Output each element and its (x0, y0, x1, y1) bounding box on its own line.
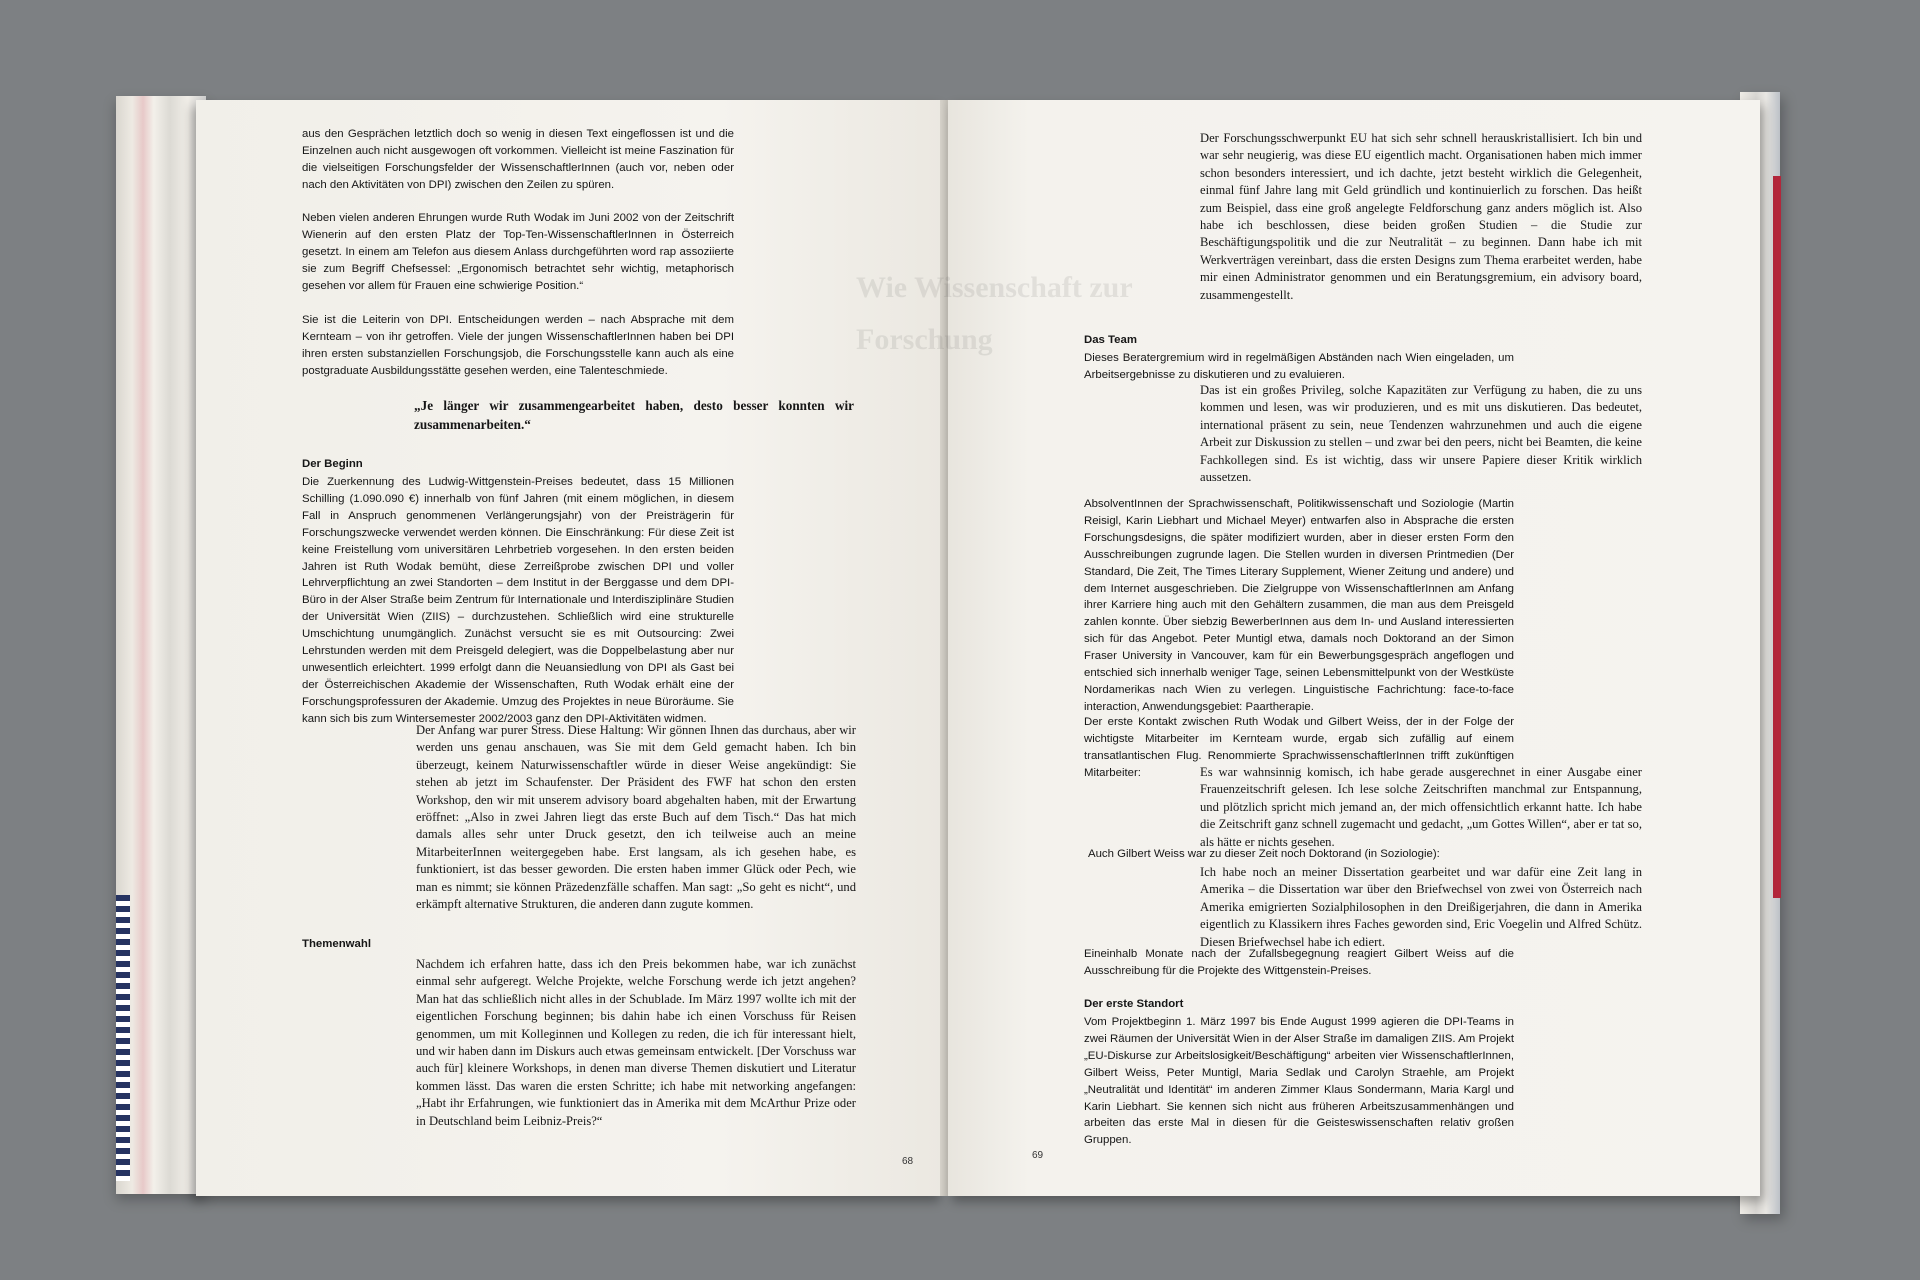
paragraph-absolventinnen: AbsolventInnen der Sprachwissenschaft, Politikwissenschaft und Soziologie (Martin Reisigl, Karin Liebhart und Michael Meyer) entwarfen also in Absprache die ersten Forschungsdesigns, die später modifiziert wurden, aber in dieser ersten Form den Ausschreibungen zugrunde lagen. Die Stellen wurden in diversen Printmedien (Der Standard, Die Zeit, The Times Literary Supplement, Wiener Zeitung und andere) und dem Internet ausgeschrieben. Die Zielgruppe von WissenschaftlerInnen am Anfang ihrer Karriere hing auch mit den Gehältern zusammen, die man aus dem Preisgeld zahlen konnte. Über siebzig BewerberInnen aus dem In- und Ausland interessierten sich für das Angebot. Peter Muntigl etwa, damals noch Doktorand an der Simon Fraser University in Vancouver, kam für ein Bewerbungsgespräch angeflogen und entschied sich innerhalb weniger Tage, seinen Lebensmittelpunkt von der Westküste Nordamerikas nach Wien zu verlegen. Linguistische Fachrichtung: face-to-face interaction, Anwendungsgebiet: Paartherapie. (1084, 498, 1514, 713)
paragraph-leiterin: Sie ist die Leiterin von DPI. Entscheidungen werden – nach Absprache mit dem Kernteam – von ihr getroffen. Viele der jungen WissenschaftlerInnen haben bei DPI ihren ersten substanziellen Forschungsjob, die Forschungsstelle kann auch als eine postgraduate Ausbildungsstätte gesehen werden, eine Talenteschmiede. (302, 314, 734, 377)
paragraph-erster-kontakt: Der erste Kontakt zwischen Ruth Wodak und Gilbert Weiss, der in der Folge der wichtigste Mitarbeiter im Kernteam wurde, ergab sich zufällig auf einem transatlantischen Flug. Renommierte SprachwissenschaftlerInnen trifft zukünftigen Mitarbeiter: (1084, 716, 1514, 779)
paragraph-intro: aus den Gesprächen letztlich doch so wenig in diesen Text eingeflossen ist und die Einzelnen auch nicht ausgewogen oft vorkommen. Vielleicht ist meine Faszination für die vielseitigen Forschungsfelder der WissenschaftlerInnen (auch vor, neben oder nach den Aktivitäten von DPI) zwischen den Zeilen zu spüren. (302, 128, 734, 191)
paragraph-gilbert-weiss: Auch Gilbert Weiss war zu dieser Zeit noch Doktorand (in Soziologie): (1088, 848, 1440, 860)
striped-page-edge (116, 895, 130, 1181)
heading-der-erste-standort: Der erste Standort (1084, 998, 1184, 1010)
page-number-right: 69 (1032, 1150, 1044, 1161)
heading-themenwahl: Themenwahl (302, 938, 371, 950)
quote-preis: Nachdem ich erfahren hatte, dass ich den Preis bekommen habe, war ich zunächst einmal sehr aufgeregt. Welche Projekte, welche Forschung werde ich jetzt angehen? Man hat das schließlich nicht alles in der Schublade. Im März 1997 wollte ich mit der eigentlichen Forschung beginnen; bis dahin habe ich einen Vorschuss für Reisen genommen, um mit Kolleginnen und Kollegen zu reden, die ich für interessant hielt, und wir haben dann im Diskurs auch etwas gemeinsam entwickelt. [Der Vorschuss war auch für] kleinere Workshops, in denen man diverse Themen diskutiert und Literatur kommen lässt. Das waren die ersten Schritte; ich habe mit networking angefangen: „Habt ihr Erfahrungen, wie funktioniert das in Amerika mit dem McArthur Prize oder in Deutschland beim Leibniz-Preis?“ (416, 957, 856, 1128)
quote-privileg: Das ist ein großes Privileg, solche Kapazitäten zur Verfügung zu haben, die zu uns kommen und lesen, was wir produzieren, und es mit uns diskutieren. Das bedeutet, international präsent zu sein, neue Tendenzen wahrzunehmen und auch die eigene Arbeit zur Diskussion zu stellen – und zwar bei den peers, nicht bei Beamten, die keine Fachkollegen sind. Es ist wichtig, dass wir unsere Papiere dieser Kritik wirklich aussetzen. (1200, 383, 1642, 485)
red-page-edge (1773, 176, 1781, 898)
quote-forschungsschwerpunkt: Der Forschungsschwerpunkt EU hat sich sehr schnell herauskristallisiert. Ich bin und war sehr neugierig, was diese EU eigentlich macht. Organisationen haben mich immer schon besonders interessiert, und ich dachte, jetzt besteht wirklich die Gelegenheit, einmal fünf Jahre lang mit Geld gründlich und kontinuierlich zu forschen. Das heißt zum Beispiel, dass eine groß angelegte Feldforschung ganz anders möglich ist. Also habe ich beschlossen, diese beiden großen Studien – die Studie zur Beschäftigungspolitik und die zur Neutralität – zu beginnen. Dann habe ich mit Werkverträgen vereinbart, dass die ersten Designs zum Thema erarbeitet werden, habe mir einen Administrator genommen und ein Beratungsgremium, ein advisory board, zusammengestellt. (1200, 131, 1642, 302)
quote-frauenzeitschrift: Es war wahnsinnig komisch, ich habe gerade ausgerechnet in einer Ausgabe einer Frauenzeitschrift gelesen. Ich lese solche Zeitschriften manchmal zur Entspannung, und plötzlich spricht mich jemand an, der mich offensichtlich erkannt hatte. Ich habe die Zeitschrift ganz schnell zugemacht und gedacht, „um Gottes Willen“, aber er tat so, als hätte er nichts gesehen. (1200, 765, 1642, 849)
paragraph-beginn: Die Zuerkennung des Ludwig-Wittgenstein-Preises bedeutet, dass 15 Millionen Schilling (1.090.090 €) innerhalb von fünf Jahren (mit einem möglichen, in diesem Fall in Anspruch genommenen Verlängerungsjahr) von der Preisträgerin für Forschungszwecke verwendet werden können. Die Einschränkung: Für diese Zeit ist keine Freistellung vom universitären Lehrbetrieb vorgesehen. In den ersten beiden Jahren ist Ruth Wodak bemüht, diese Zerreißprobe zwischen DPI und voller Lehrverpflichtung an zwei Standorten – dem Institut in der Berggasse und dem DPI-Büro in der Alser Straße beim Zentrum für Internationale und Interdisziplinäre Studien der Universität Wien (ZIIS) – durchzustehen. Schließlich wird eine strukturelle Umschichtung unumgänglich. Zunächst versucht sie es mit Outsourcing: Zwei Lehrstunden werden mit dem Preisgeld delegiert, was die Doppelbelastung aber nur unwesentlich erleichtert. 1999 erfolgt dann die Neuansiedlung von DPI als Gast bei der Österreichischen Akademie der Wissenschaften, Ruth Wodak erhält eine der Forschungsprofessuren der Akademie. Umzug des Projektes in neue Büroräume. Sie kann sich bis zum Wintersemester 2002/2003 ganz den DPI-Aktivitäten widmen. (302, 476, 734, 725)
paragraph-zufallsbegegnung: Eineinhalb Monate nach der Zufallsbegegnung reagiert Gilbert Weiss auf die Ausschreibung für die Projekte des Wittgenstein-Preises. (1084, 948, 1514, 977)
left-page (196, 100, 944, 1196)
paragraph-ehrungen: Neben vielen anderen Ehrungen wurde Ruth Wodak im Juni 2002 von der Zeitschrift Wienerin auf den ersten Platz der Top-Ten-WissenschaftlerInnen in Österreich gesetzt. In einem am Telefon aus diesem Anlass durchgeführten word rap assoziierte sie zum Begriff Chefsessel: „Ergonomisch betrachtet sehr wichtig, metaphorisch gesehen vor allem für Frauen eine schwierige Position.“ (302, 212, 734, 292)
heading-der-beginn: Der Beginn (302, 458, 363, 470)
quote-anfang: Der Anfang war purer Stress. Diese Haltung: Wir gönnen Ihnen das durchaus, aber wir werden uns genau anschauen, was Sie mit dem Geld gemacht haben. Ich bin überzeugt, keinem Naturwissenschaftler würde in dieser Weise angekündigt: Sie stehen ab jetzt im Schaufenster. Der Präsident des FWF hat schon den ersten Workshop, den wir mit unserem advisory board abgehalten haben, mit der Erwartung eröffnet: „Also in zwei Jahren liegt das erste Buch auf dem Tisch.“ Das hat mich damals alles sehr unter Druck gesetzt, den ich teilweise auch an meine MitarbeiterInnen weitergegeben habe. Erst langsam, als ich gesehen habe, es funktioniert, ist das besser geworden. Die ersten haben immer Glück oder Pech, wie man es nimmt; sie können Präzedenzfälle schaffen. Man sagt: „So geht es nicht“, und erkämpft alternative Strukturen, die anderen dann zugute kommen. (416, 723, 856, 912)
pull-quote: „Je länger wir zusammengearbeitet haben, desto besser konnten wir zusammenarbeiten.“ (414, 398, 854, 432)
paragraph-standort: Vom Projektbeginn 1. März 1997 bis Ende August 1999 agieren die DPI-Teams in zwei Räumen der Universität Wien in der Alser Straße im damaligen ZIIS. Am Projekt „EU-Diskurse zur Arbeitslosigkeit/Beschäftigung“ arbeiten vier WissenschaftlerInnen, Gilbert Weiss, Peter Muntigl, Maria Sedlak und Carolyn Straehle, am Projekt „Neutralität und Identität“ im anderen Zimmer Klaus Sondermann, Maria Kargl und Karin Liebhart. Sie kennen sich nicht aus früheren Arbeitszusammenhängen und arbeiten das erste Mal in diesen für die Geisteswissenschaften relativ großen Gruppen. (1084, 1016, 1514, 1147)
quote-dissertation: Ich habe noch an meiner Dissertation gearbeitet und war dafür eine Zeit lang in Amerika – die Dissertation war über den Briefwechsel von zwei von Österreich nach Amerika emigrierten Sozialphilosophen in den Dreißigerjahren, die dann in Amerika eigentlich zu Klassikern ihres Faches geworden sind, Eric Voegelin und Alfred Schütz. Diesen Briefwechsel habe ich ediert. (1200, 865, 1642, 949)
paragraph-beratergremium: Dieses Beratergremium wird in regelmäßigen Abständen nach Wien eingeladen, um Arbeitsergebnisse zu diskutieren und zu evaluieren. (1084, 352, 1514, 381)
heading-das-team: Das Team (1084, 334, 1137, 346)
page-number-left: 68 (902, 1156, 914, 1167)
show-through-title: Wie Wissenschaft zur Forschung (856, 271, 1133, 356)
